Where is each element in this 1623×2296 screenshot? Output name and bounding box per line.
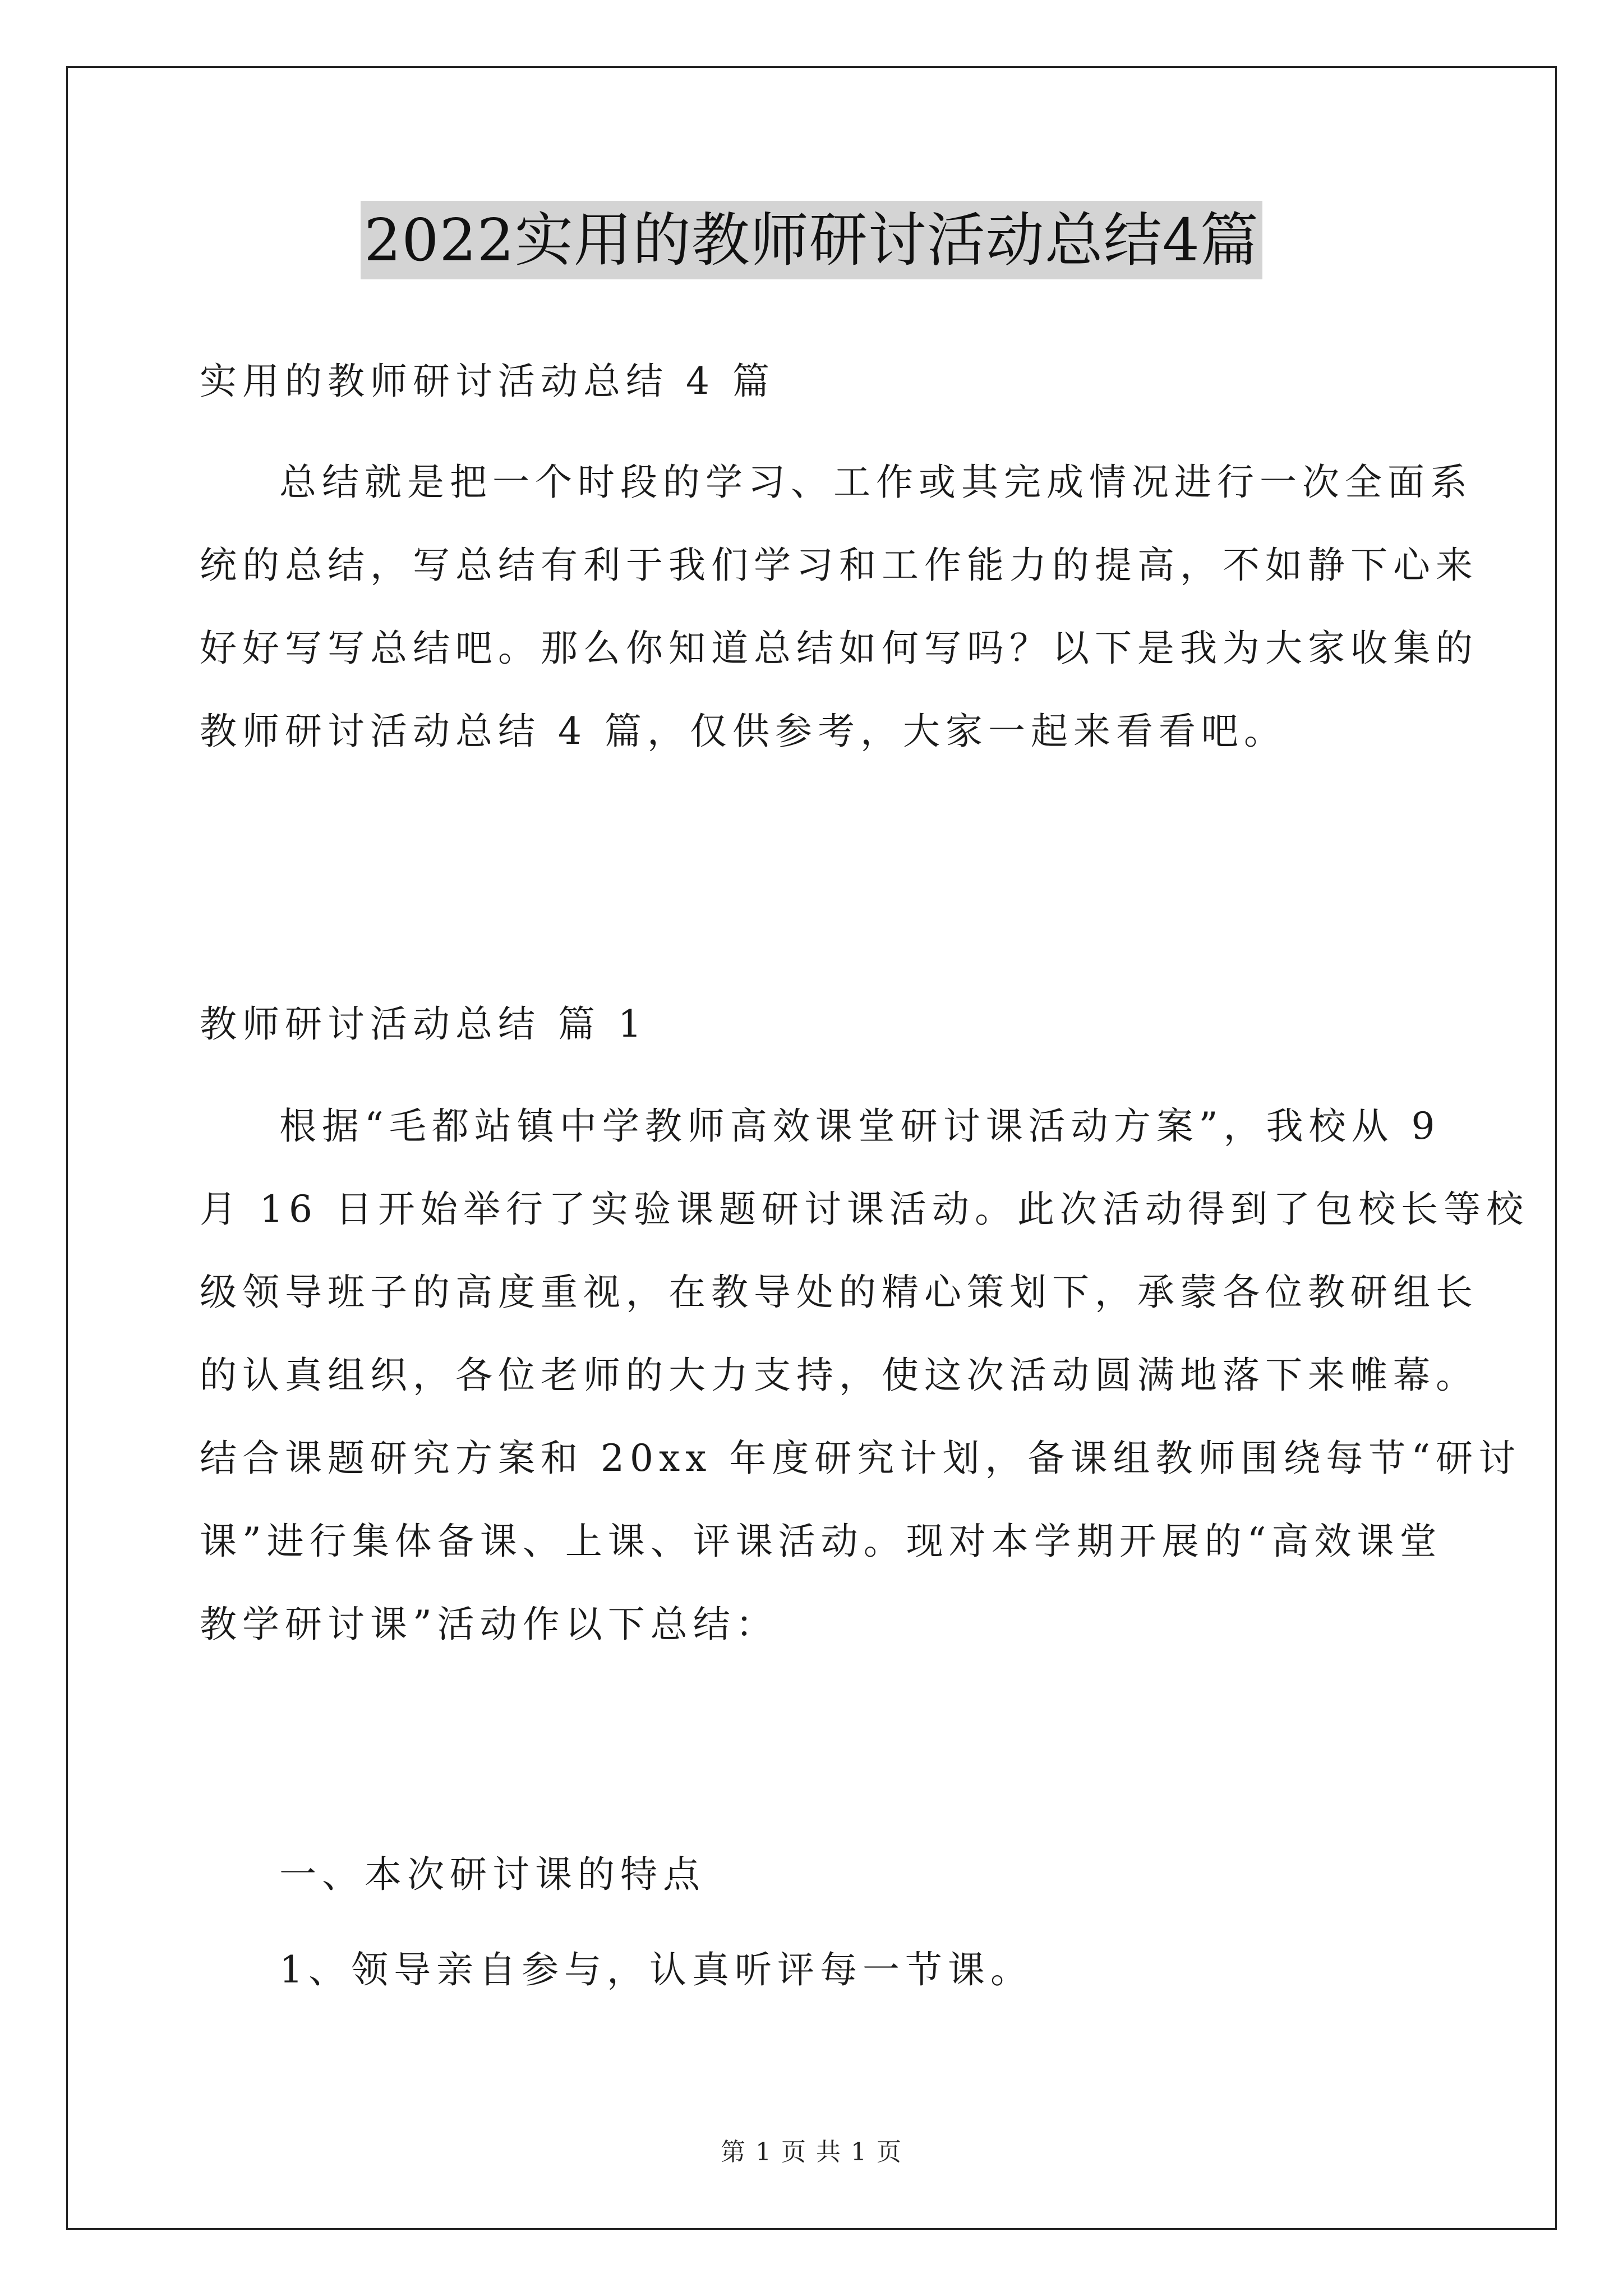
- intro-line: 教师研讨活动总结 4 篇，仅供参考，大家一起来看看吧。: [200, 710, 1287, 753]
- point-item: 1、领导亲自参与，认真听评每一节课。: [279, 1948, 1033, 1991]
- section1-line: 级领导班子的高度重视，在教导处的精心策划下，承蒙各位教研组长: [200, 1271, 1478, 1314]
- section1-line: 教学研讨课”活动作以下总结：: [200, 1603, 778, 1646]
- point-heading: 一、本次研讨课的特点: [279, 1853, 706, 1896]
- section1-line: 结合课题研究方案和 20xx 年度研究计划，备课组教师围绕每节“研讨: [200, 1437, 1521, 1480]
- section1-paragraph: [279, 1085, 1513, 1168]
- intro-paragraph-cont: [200, 524, 1478, 773]
- intro-line: 好好写写总结吧。那么你知道总结如何写吗？以下是我为大家收集的: [200, 627, 1478, 670]
- intro-line: 统的总结，写总结有利于我们学习和工作能力的提高，不如静下心来: [200, 544, 1478, 587]
- subtitle: 实用的教师研讨活动总结 4 篇: [200, 360, 775, 403]
- page-footer: 第 1 页 共 1 页: [721, 2138, 902, 2166]
- section1-line: 月 16 日开始举行了实验课题研讨课活动。此次活动得到了包校长等校: [200, 1188, 1529, 1231]
- title-container: [0, 201, 1623, 279]
- section1-paragraph-cont: [200, 1168, 1529, 1666]
- section1-line: 的认真组织，各位老师的大力支持，使这次活动圆满地落下来帷幕。: [200, 1354, 1478, 1397]
- intro-line: 总结就是把一个时段的学习、工作或其完成情况进行一次全面系: [279, 461, 1473, 504]
- document-title: 2022实用的教师研讨活动总结4篇: [361, 201, 1262, 279]
- section-heading: 教师研讨活动总结 篇 1: [200, 1002, 647, 1046]
- section1-line: 课”进行集体备课、上课、评课活动。现对本学期开展的“高效课堂: [200, 1520, 1442, 1563]
- intro-paragraph: [279, 441, 1513, 524]
- section1-line: 根据“毛都站镇中学教师高效课堂研讨课活动方案”，我校从 9: [279, 1105, 1441, 1148]
